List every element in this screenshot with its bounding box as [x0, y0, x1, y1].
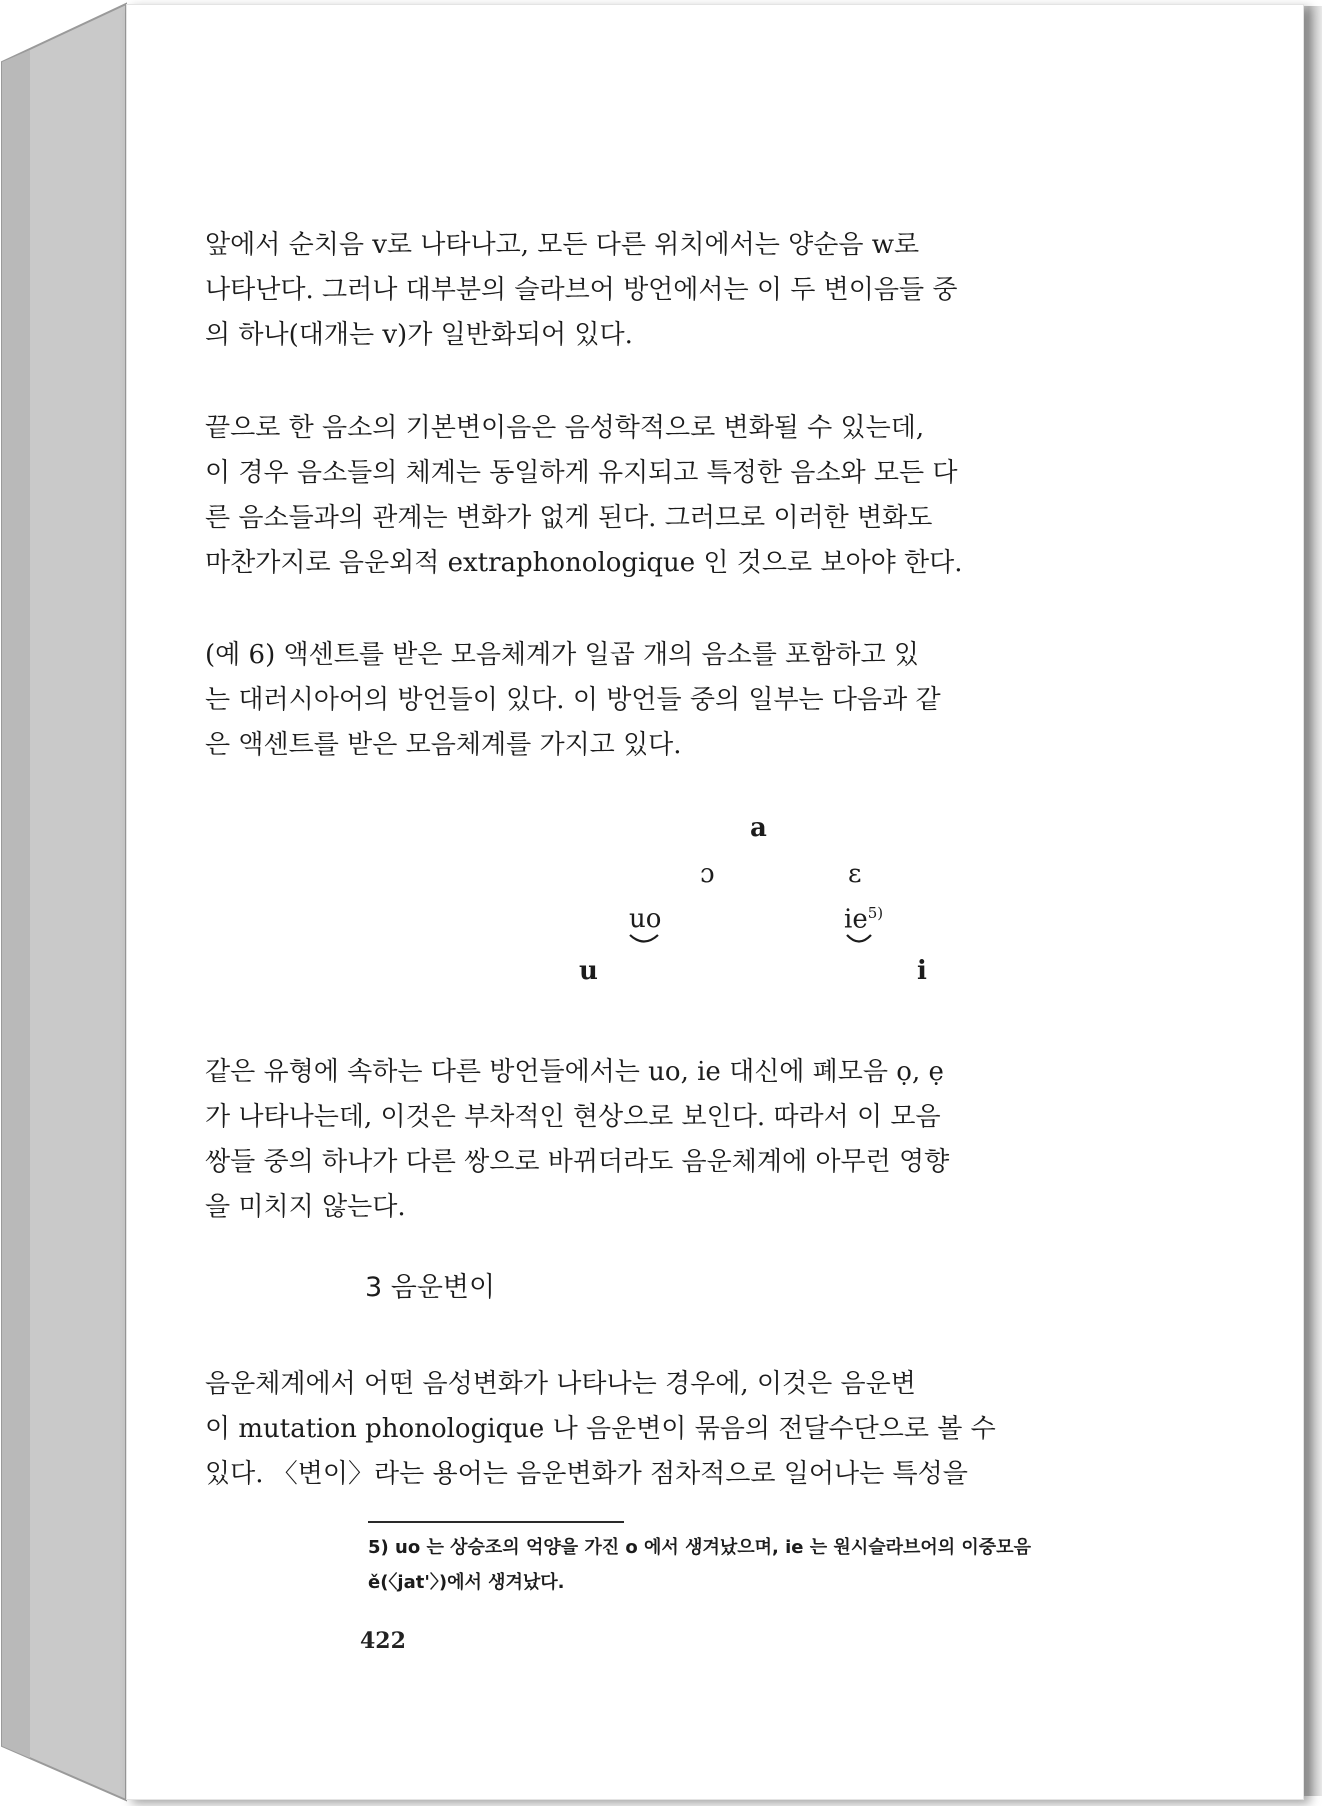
- paragraph-4: 같은 유형에 속하는 다른 방언들에서는 uo, ie 대신에 폐모음 ọ, ẹ 가 나타나는데, 이것은 부차적인 현상으로 보인다. 따라서 이 모음 쌍들 중의 하나가 다른 쌍으로 바뀌더라도 음운체계에 아무런 영향 을 미치지 않는다.: [205, 1057, 950, 1222]
- paragraph-1: 앞에서 순치음 v로 나타나고, 모든 다른 위치에서는 양순음 w로 나타난다. 그러나 대부분의 슬라브어 방언에서는 이 두 변이음들 중 의 하나(대개는 v)가 일반화되어 있다.: [205, 230, 958, 350]
- diphthong-arc-icon: [844, 932, 874, 946]
- diphthong-arc-icon: [627, 932, 661, 946]
- vowel-ie: [844, 906, 883, 933]
- vowel-i: i: [917, 956, 927, 986]
- footnote-marker: 5): [867, 904, 884, 922]
- vowel-ie-text: ie: [844, 904, 868, 935]
- book-spine: [0, 0, 140, 1806]
- vowel-open-o: ɔ: [700, 859, 715, 889]
- vowel-a: a: [750, 813, 767, 843]
- footnote: 5) uo 는 상승조의 억양을 가진 o 에서 생겨났으며, ie 는 원시슬라브어의 이중모음 ě(〈jat'〉)에서 생겨났다.: [368, 1537, 1031, 1593]
- vowel-u: u: [579, 956, 598, 986]
- page-number: 422: [360, 1628, 406, 1654]
- section-heading: 3 음운변이: [365, 1272, 496, 1303]
- paragraph-2: 끝으로 한 음소의 기본변이음은 음성학적으로 변화될 수 있는데, 이 경우 음소들의 체계는 동일하게 유지되고 특정한 음소와 모든 다 른 음소들과의 관계는 변화가 없게 된다. 그러므로 이러한 변화도 마찬가지로 음운외적 extraphonologique 인 것으로 보아야 한다.: [205, 413, 963, 578]
- vowel-uo: uo: [629, 904, 662, 934]
- paragraph-5: 음운체계에서 어떤 음성변화가 나타나는 경우에, 이것은 음운변 이 mutation phonologique 나 음운변이 묶음의 전달수단으로 볼 수 있다. 〈변이〉라는 용어는 음운변화가 점차적으로 일어나는 특성을: [205, 1369, 996, 1489]
- footnote-divider: [368, 1521, 624, 1523]
- paragraph-3: (예 6) 액센트를 받은 모음체계가 일곱 개의 음소를 포함하고 있 는 대러시아어의 방언들이 있다. 이 방언들 중의 일부는 다음과 같 은 액센트를 받은 모음체계를 가지고 있다.: [205, 640, 941, 760]
- vowel-open-e: ɛ: [848, 859, 862, 889]
